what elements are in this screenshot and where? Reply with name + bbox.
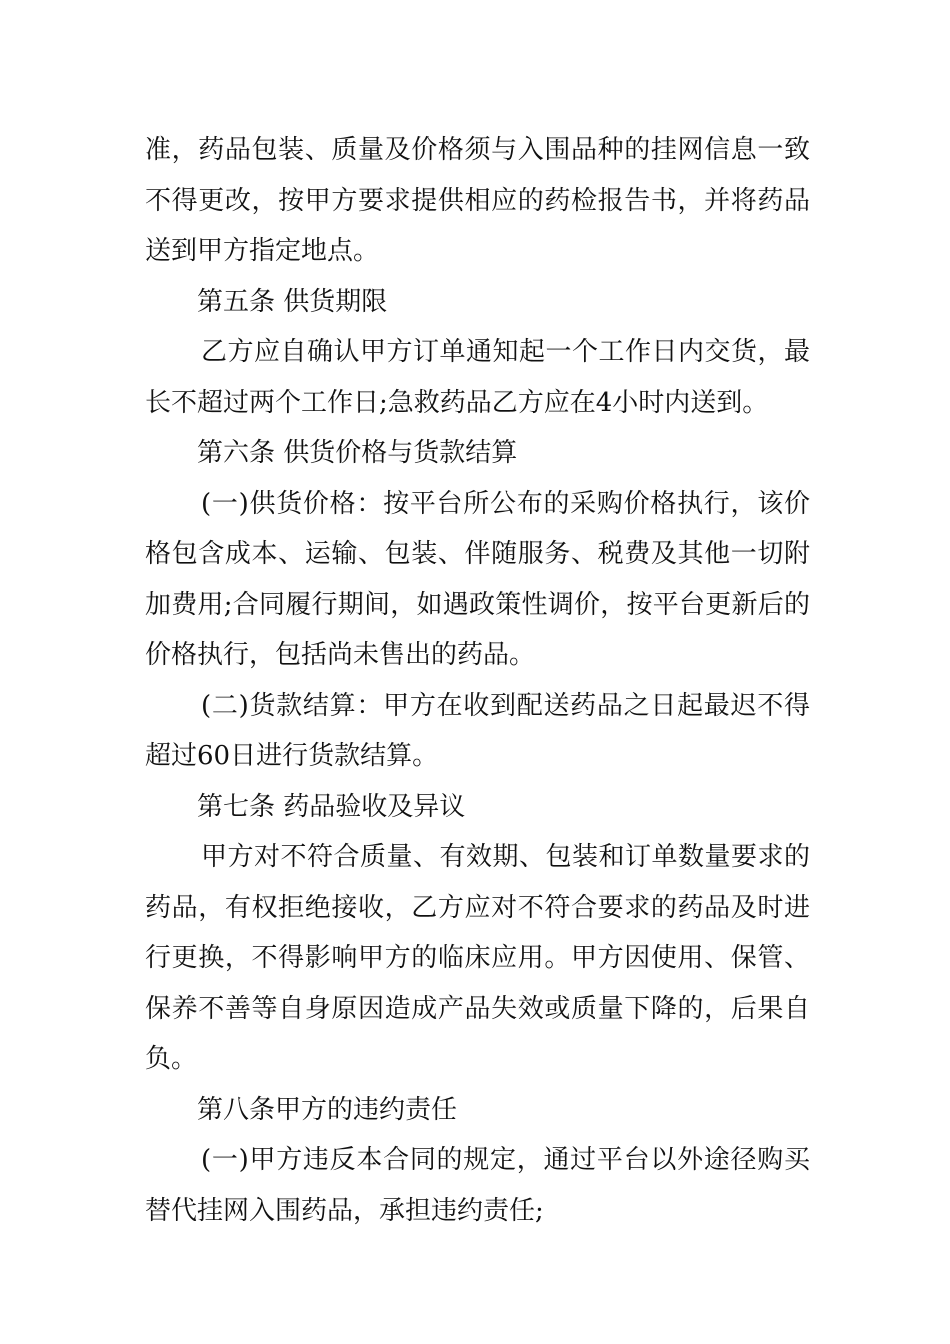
article-7-heading: 第七条 药品验收及异议 [197,791,466,822]
article-6-item-2: (二)货款结算：甲方在收到配送药品之日起最迟不得超过60日进行货款结算。 [145,690,810,771]
article-8-heading: 第八条甲方的违约责任 [197,1094,458,1125]
paragraph-continuation: 准，药品包装、质量及价格须与入围品种的挂网信息一致不得更改，按甲方要求提供相应的药检报告书，并将药品送到甲方指定地点。 [145,135,810,266]
article-6-heading: 第六条 供货价格与货款结算 [197,438,518,468]
article-8-item-1: (一)甲方违反本合同的规定，通过平台以外途径购买替代挂网入围药品，承担违约责任; [145,1145,810,1226]
article-5-heading: 第五条 供货期限 [197,286,388,317]
article-7-body: 甲方对不符合质量、有效期、包装和订单数量要求的药品，有权拒绝接收，乙方应对不符合要求的药品及时进行更换，不得影响甲方的临床应用。甲方因使用、保管、保养不善等自身原因造成产品失效或质量下降的，后果自负。 [145,842,810,1074]
article-6-item-1: (一)供货价格：按平台所公布的采购价格执行，该价格包含成本、运输、包装、伴随服务、税费及其他一切附加费用;合同履行期间，如遇政策性调价，按平台更新后的价格执行，包括尚未售出的药品。 [145,488,810,670]
article-5-body: 乙方应自确认甲方订单通知起一个工作日内交货，最长不超过两个工作日;急救药品乙方应在4小时内送到。 [145,337,810,418]
document-body [145,125,810,1236]
